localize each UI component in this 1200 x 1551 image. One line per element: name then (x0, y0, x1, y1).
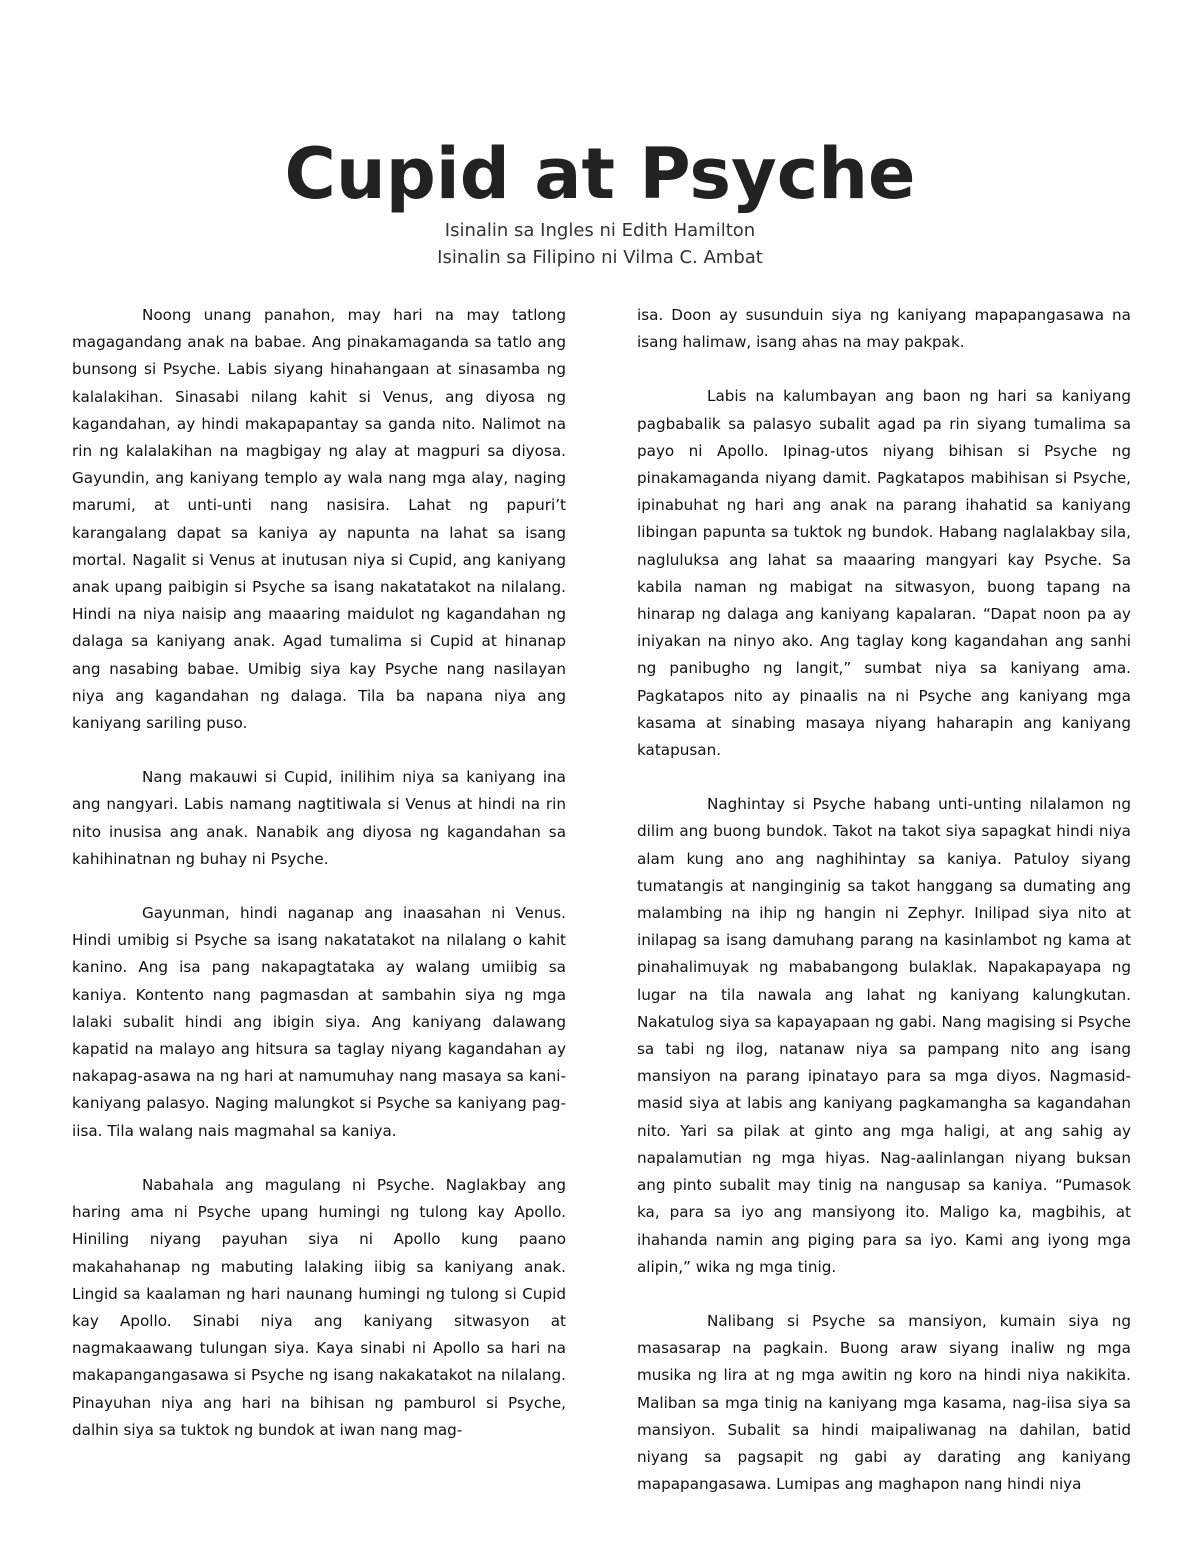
english-translator-credit: Isinalin sa Ingles ni Edith Hamilton (444, 220, 756, 241)
paragraph: Labis na kalumbayan ang baon ng hari sa kaniyang pagbabalik sa palasyo subalit agad pa rin siyang tumalima sa payo ni Apollo. Ipinag-utos niyang bihisan si Psyche ng pinakamaganda niyang damit. Pagkatapos mabihisan si Psyche, ipinabuhat ng hari ang anak na parang ihahatid sa kaniyang libingan papunta sa tuktok ng bundok. Habang naglalakbay sila, nagluluksa ang lahat sa maaaring mangyari kay Psyche. Sa kabila naman ng mabigat na sitwasyon, buong tapang na hinarap ng dalaga ang kaniyang kapalaran. “Dapat noon pa ay iniyakan na ninyo ako. Ang taglay kong kagandahan ang sanhi ng panibugho ng langit,” sumbat niya sa kaniyang ama. Pagkatapos nito ay pinaalis na ni Psyche ang kaniyang mga kasama at sinabing masaya niyang haharapin ang kaniyang katapusan. (637, 387, 1131, 760)
paragraph: Naghintay si Psyche habang unti-unting nilalamon ng dilim ang buong bundok. Takot na takot siya sapagkat hindi niya alam kung ano ang naghihintay sa kaniya. Patuloy siyang tumatangis at nanginginig sa takot hanggang sa dumating ang malambing na ihip ng hangin ni Zephyr. Inilipad siya nito at inilapag sa isang damuhang parang na kasinlambot ng kama at pinahalimuyak ng mababangong bulaklak. Napakapayapa ng lugar na tila nawala ang lahat ng kaniyang kalungkutan. Nakatulog siya sa kapayapaan ng gabi. Nang magising si Psyche sa tabi ng ilog, natanaw niya sa pampang nito ang isang mansiyon na parang ipinatayo para sa mga diyos. Nagmasid-masid siya at labis ang kaniyang pagkamangha sa kagandahan nito. Yari sa pilak at ginto ang mga haligi, at ang sahig ay napalamutian ng mga hiyas. Nag-aalinlangan niyang buksan ang pinto subalit may tinig na nangusap sa kaniya. “Pumasok ka, para sa iyo ang mansiyong ito. Maligo ka, magbihis, at ihahanda namin ang piging para sa iyo. Kami ang iyong mga alipin,” wika ng mga tinig. (637, 795, 1131, 1276)
paragraph: Nabahala ang magulang ni Psyche. Naglakbay ang haring ama ni Psyche upang humingi ng tulong kay Apollo. Hiniling niyang payuhan siya ni Apollo kung paano makahahanap ng mabuting lalaking iibig sa kaniyang anak. Lingid sa kaalaman ng hari naunang humingi ng tulong si Cupid kay Apollo. Sinabi niya ang kaniyang sitwasyon at nagmakaawang tulungan siya. Kaya sinabi ni Apollo sa hari na makapangangasawa si Psyche ng isang nakakatakot na nilalang. Pinayuhan niya ang hari na bihisan ng pamburol si Psyche, dalhin siya sa tuktok ng bundok at iwan nang mag- (72, 1175, 566, 1439)
left-column (72, 302, 566, 1471)
story-title: Cupid at Psyche (284, 133, 916, 215)
paragraph: Gayunman, hindi naganap ang inaasahan ni Venus. Hindi umibig si Psyche sa isang nakatatakot na nilalang o kahit kanino. Ang isa pang nakapagtataka ay walang umiibig sa kaniya. Kontento nang pagmasdan at sambahin siya ng mga lalaki subalit hindi ang ibigin siya. Ang kaniyang dalawang kapatid na malayo ang hitsura sa taglay niyang kagandahan ay nakapag-asawa na ng hari at namumuhay nang masaya sa kani-kaniyang palasyo. Naging malungkot si Psyche sa kaniyang pag-iisa. Tila walang nais magmahal sa kaniya. (72, 904, 566, 1140)
paragraph-continued: isa. Doon ay susunduin siya ng kaniyang mapapangasawa na isang halimaw, isang ahas na may pakpak. (637, 306, 1131, 352)
paragraph: Noong unang panahon, may hari na may tatlong magagandang anak na babae. Ang pinakamaganda sa tatlo ang bunsong si Psyche. Labis siyang hinahangaan at sinasamba ng kalalakihan. Sinasabi nilang kahit si Venus, ang diyosa ng kagandahan, ay hindi makapapantay sa ganda nito. Nalimot na rin ng kalalakihan na magbigay ng alay at magpuri sa diyosa. Gayundin, ang kaniyang templo ay wala nang mga alay, naging marumi, at unti-unti nang nasisira. Lahat ng papuri’t karangalang dapat sa kaniya ay napunta na lahat sa isang mortal. Nagalit si Venus at inutusan niya si Cupid, ang kaniyang anak upang paibigin si Psyche sa isang nakatatakot na nilalang. Hindi na niya naisip ang maaaring maidulot ng kagandahan ng dalaga sa kaniyang anak. Agad tumalima si Cupid at hinanap ang nasabing babae. Umibig siya kay Psyche nang nasilayan niya ang kagandahan ng dalaga. Tila ba napana niya ang kaniyang sariling puso. (72, 306, 566, 733)
right-column (637, 302, 1131, 1525)
paragraph: Nalibang si Psyche sa mansiyon, kumain siya ng masasarap na pagkain. Buong araw siyang inaliw ng mga musika ng lira at ng mga awitin ng koro na hindi niya nakikita. Maliban sa mga tinig na kaniyang mga kasama, nag-iisa siya sa mansiyon. Subalit sa hindi maipaliwanag na dahilan, batid niyang sa pagsapit ng gabi ay darating ang kaniyang mapapangasawa. Lumipas ang maghapon nang hindi niya (637, 1311, 1131, 1494)
filipino-translator-credit: Isinalin sa Filipino ni Vilma C. Ambat (437, 247, 763, 268)
paragraph: Nang makauwi si Cupid, inilihim niya sa kaniyang ina ang nangyari. Labis namang nagtitiwala si Venus at hindi na rin nito inusisa ang anak. Nanabik ang diyosa ng kagandahan sa kahihinatnan ng buhay ni Psyche. (72, 768, 566, 868)
